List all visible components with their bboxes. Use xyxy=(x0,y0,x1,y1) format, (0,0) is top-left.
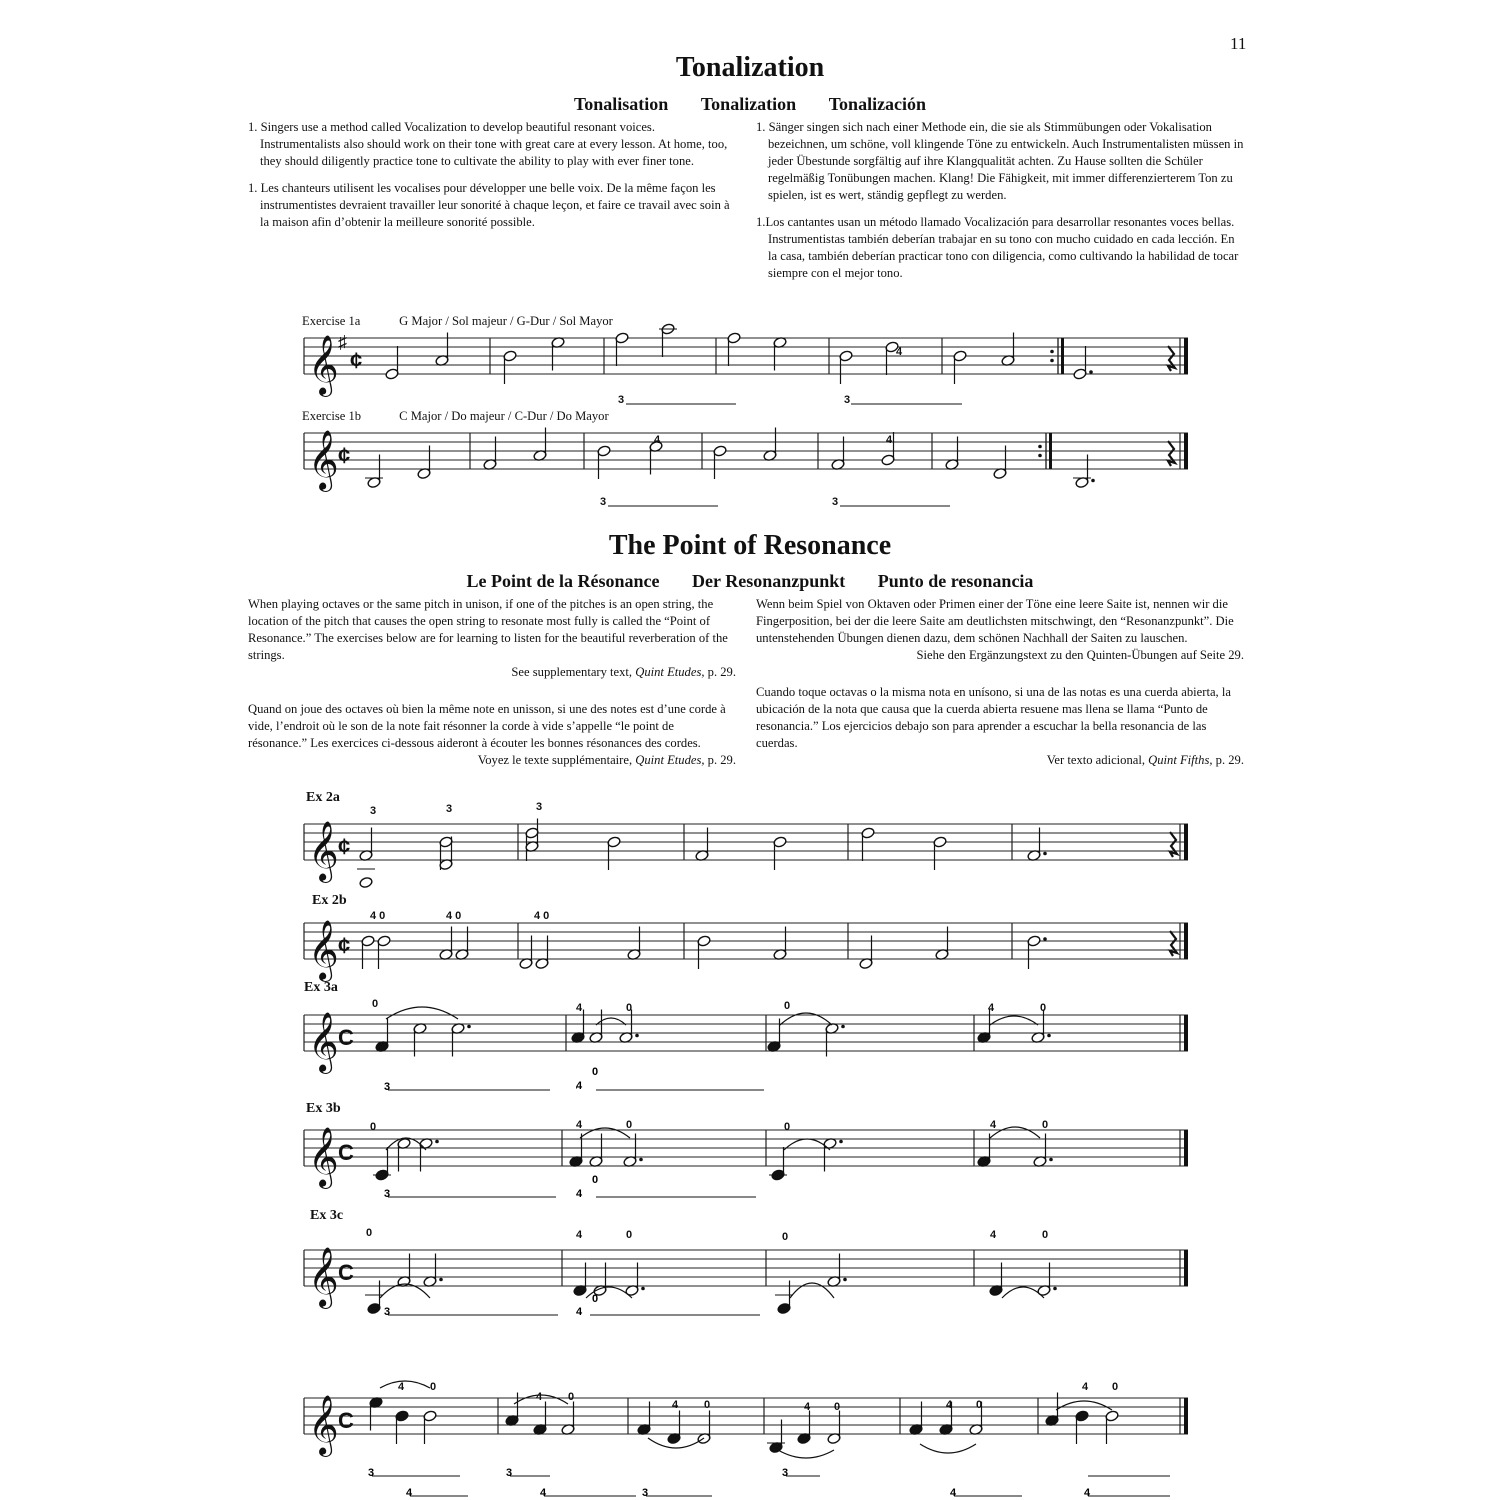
fingering-mark: 4 xyxy=(576,1002,583,1014)
fingering-mark: 0 xyxy=(626,1002,633,1014)
quarter-rest-icon xyxy=(1170,931,1177,956)
staff-ex3c xyxy=(300,1220,1200,1320)
final-bar-thick xyxy=(1184,1015,1188,1051)
fingering-mark: 0 xyxy=(704,1399,711,1411)
subtitle-fr: Tonalisation xyxy=(573,94,669,114)
fingering-mark: 3 xyxy=(844,394,851,406)
fingering-mark: 3 xyxy=(782,1467,789,1479)
fingering-mark: 3 xyxy=(368,1467,375,1479)
tonal-right-column xyxy=(756,119,1244,292)
fingering-mark: 3 xyxy=(506,1467,513,1479)
slur xyxy=(380,1381,430,1388)
tonal-left-column xyxy=(248,119,736,241)
final-bar-thick xyxy=(1184,1250,1188,1286)
fingering-mark: 4 xyxy=(654,434,661,446)
note-dot xyxy=(467,1025,471,1029)
resonance-para-de: Wenn beim Spiel von Oktaven oder Primen einer der Töne eine leere Saite ist, nennen wir die Fingerposition, bei der die leere Saite am deutlichsten mitschwingt, den “Resonanzpunkt”. Die untenstehenden Übungen dienen dazu, dem schönen Nachhall der Saiten zu lauschen. xyxy=(756,597,1234,645)
resonance-para-fr: Quand on joue des octaves où bien la même note en unisson, si une des notes est d’une corde à vide, l’endroit où le son de la note fait résonner la corde à vide s’appelle “le point de résonance.” Les exercices ci-dessous aideront à écouter les bonnes résonances des cordes. xyxy=(248,702,726,750)
fingering-mark: 3 xyxy=(600,496,607,508)
time-signature: C xyxy=(338,1025,354,1050)
time-signature: ¢ xyxy=(338,443,351,468)
resonance-subtitles xyxy=(0,571,1500,592)
repeat-dot xyxy=(1050,350,1054,354)
fingering-mark: 4 xyxy=(946,1399,953,1411)
ex2a-label: Ex 2a xyxy=(306,790,340,805)
fingering-mark: 4 0 xyxy=(446,910,462,922)
note-dot xyxy=(1053,1287,1057,1291)
fingering-mark: 4 xyxy=(540,1487,547,1499)
fingering-mark: 0 xyxy=(782,1231,789,1243)
fingering-mark: 3 xyxy=(832,496,839,508)
note-dot xyxy=(1089,370,1093,374)
fingering-mark: 0 xyxy=(366,1227,373,1239)
tonal-para-fr: 1. Les chanteurs utilisent les vocalises pour développer une belle voix. De la même façon les instrumentistes devraient travailler leur sonorité à chaque leçon, et faire ce travail avec soin à la maison afin d’obtenir la meilleure sonorité possible. xyxy=(248,181,730,229)
fingering-mark: 3 xyxy=(384,1081,391,1093)
note-dot xyxy=(1091,479,1095,483)
fingering-mark: 4 xyxy=(576,1080,583,1092)
fingering-mark: 3 xyxy=(384,1306,391,1318)
ref-fr-title: Quint Etudes, xyxy=(635,753,705,767)
fingering-mark: 0 xyxy=(784,1000,791,1012)
time-signature: C xyxy=(338,1260,354,1285)
fingering-mark: 0 xyxy=(626,1229,633,1241)
fingering-mark: 0 xyxy=(568,1391,575,1403)
fingering-mark: 3 xyxy=(384,1188,391,1200)
treble-clef-icon: 𝄞 xyxy=(308,1013,339,1071)
note-dot xyxy=(1043,852,1047,856)
fingering-mark: 0 xyxy=(1040,1002,1047,1014)
resonance-ref-de: Siehe den Ergänzungstext zu den Quinten-Übungen auf Seite 29. xyxy=(916,648,1244,662)
slur xyxy=(386,1007,458,1019)
fingering-mark: 4 xyxy=(886,434,893,446)
subtitle-en: Tonalization xyxy=(700,94,797,114)
treble-clef-icon: 𝄞 xyxy=(308,1396,339,1454)
fingering-mark: 4 xyxy=(990,1229,997,1241)
treble-clef-icon: 𝄞 xyxy=(308,1248,339,1306)
resonance-ref-en xyxy=(248,664,736,681)
quarter-rest-icon xyxy=(1168,441,1175,466)
fingering-mark: 4 xyxy=(988,1002,995,1014)
treble-clef-icon: 𝄞 xyxy=(308,1128,339,1186)
fingering-mark: 0 xyxy=(834,1401,841,1413)
fingering-mark: 4 xyxy=(950,1487,957,1499)
tonal-para-en: 1. Singers use a method called Vocalization to develop beautiful resonant voices. Instrumentalists also should work on their tone with great care at every lesson. At home, too, they should diligently practice tone to cultivate the ability to play with ever finer tone. xyxy=(248,120,728,168)
fingering-mark: 0 xyxy=(370,1121,377,1133)
fingering-mark: 0 xyxy=(1042,1229,1049,1241)
resonance-ref-es xyxy=(756,752,1244,769)
final-bar-thick xyxy=(1184,433,1188,469)
tonalization-subtitles xyxy=(0,94,1500,115)
exercise-1a-key: G Major / Sol majeur / G-Dur / Sol Mayor xyxy=(399,314,613,328)
fingering-mark: 0 xyxy=(784,1121,791,1133)
slur xyxy=(920,1444,976,1453)
fingering-mark: 0 xyxy=(372,998,379,1010)
fingering-mark: 4 0 xyxy=(370,910,386,922)
fingering-mark: 0 xyxy=(592,1066,599,1078)
repeat-bar-thick xyxy=(1049,433,1052,469)
ref-fr-text: Voyez le texte supplémentaire, xyxy=(477,753,636,767)
fingering-mark: 4 xyxy=(990,1119,997,1131)
repeat-bar-thick xyxy=(1061,338,1064,374)
staff-ex3a xyxy=(300,995,1200,1100)
fingering-mark: 0 xyxy=(626,1119,633,1131)
tonal-para-de: 1. Sänger singen sich nach einer Methode ein, die sie als Stimmübungen oder Vokalisation bezeichnen, um schöne, voll klingende Töne zu entwickeln. Auch Instrumentalisten müssen in jeder Übestunde sorgfältig auf ihre Klangqualität achten. Zu Hause sollten die Schüler regelmäßig Tonübungen machen. Klang! Die Fähigkeit, mit immer differenzierterem Ton zu spielen, ist es wert, ständig gepflegt zu werden. xyxy=(756,120,1244,202)
final-bar-thick xyxy=(1184,923,1188,959)
note-dot xyxy=(639,1158,643,1162)
fingering-mark: 4 xyxy=(576,1306,583,1318)
fingering-mark: 4 xyxy=(398,1381,405,1393)
exercise-1b-key: C Major / Do majeur / C-Dur / Do Mayor xyxy=(399,409,609,423)
note-dot xyxy=(641,1287,645,1291)
ex2b-label: Ex 2b xyxy=(312,893,347,908)
exercise-1b-title xyxy=(302,409,902,424)
time-signature: ¢ xyxy=(350,348,363,373)
note-dot xyxy=(1043,937,1047,941)
treble-clef-icon: 𝄞 xyxy=(308,921,339,979)
note-dot xyxy=(843,1278,847,1282)
fingering-mark: 4 xyxy=(536,1391,543,1403)
repeat-dot xyxy=(1050,359,1054,363)
treble-clef-icon: 𝄞 xyxy=(308,336,339,394)
quarter-rest-icon xyxy=(1168,346,1175,371)
treble-clef-icon: 𝄞 xyxy=(308,431,339,489)
final-bar-thick xyxy=(1184,1130,1188,1166)
subtitle-es: Tonalización xyxy=(828,94,927,114)
note-dot xyxy=(1049,1158,1053,1162)
fingering-mark: 3 xyxy=(536,801,543,813)
tonalization-title: Tonalization xyxy=(675,52,825,83)
ref-fr-page: p. 29. xyxy=(704,753,736,767)
slur xyxy=(790,1283,834,1298)
treble-clef-icon: 𝄞 xyxy=(308,822,339,880)
fingering-mark: 0 xyxy=(976,1399,983,1411)
note-dot xyxy=(635,1034,639,1038)
resonance-para-es: Cuando toque octavas o la misma nota en unísono, si una de las notas es una cuerda abierta, la ubicación de la nota que causa que la cuerda abierta resuene mas llena se llama “Punto de resonancia.” Los ejercicios debajo son para aprender a escuchar la bella resonancia de las cuerdas. xyxy=(756,685,1231,750)
page-number: 11 xyxy=(1230,34,1247,53)
note-head xyxy=(359,876,373,888)
resonance-right-column xyxy=(756,596,1244,769)
fingering-mark: 4 xyxy=(1082,1381,1089,1393)
ex3a-label: Ex 3a xyxy=(304,980,338,995)
staff-ex1b xyxy=(300,425,1200,535)
note-dot xyxy=(1047,1034,1051,1038)
final-bar-thick xyxy=(1184,824,1188,860)
note-dot xyxy=(839,1140,843,1144)
resonance-title: The Point of Resonance xyxy=(608,530,892,561)
repeat-dot xyxy=(1038,445,1042,449)
resonance-ref-fr xyxy=(248,752,736,769)
quarter-rest-icon xyxy=(1170,832,1177,857)
staff-final xyxy=(300,1380,1200,1499)
time-signature: C xyxy=(338,1408,354,1433)
ref-es-page: p. 29. xyxy=(1212,753,1244,767)
note-dot xyxy=(439,1278,443,1282)
time-signature: ¢ xyxy=(338,834,351,859)
ref-en-page: , p. 29. xyxy=(701,665,736,679)
staff-ex2a xyxy=(300,800,1200,900)
final-bar-thick xyxy=(1184,338,1188,374)
time-signature: C xyxy=(338,1140,354,1165)
fingering-mark: 4 xyxy=(576,1119,583,1131)
resonance-para-en: When playing octaves or the same pitch in unison, if one of the pitches is an open string, the location of the pitch that causes the open string to resonate most fully is called the “Point of Resonance.” The exercises below are for learning to listen for the beautiful reverberation of the strings. xyxy=(248,597,728,662)
exercise-1a-label: Exercise 1a xyxy=(302,314,361,328)
fingering-mark: 4 0 xyxy=(534,910,550,922)
resonance-subtitle-es: Punto de resonancia xyxy=(877,571,1034,591)
slur xyxy=(1056,1401,1112,1410)
exercise-1a-title xyxy=(302,314,902,329)
fingering-mark: 4 xyxy=(672,1399,679,1411)
fingering-mark: 0 xyxy=(592,1174,599,1186)
ref-en-text: See supplementary text, xyxy=(511,665,636,679)
fingering-mark: 4 xyxy=(576,1188,583,1200)
fingering-mark: 4 xyxy=(1084,1487,1091,1499)
fingering-mark: 3 xyxy=(642,1487,649,1499)
note-dot xyxy=(841,1025,845,1029)
fingering-mark: 4 xyxy=(576,1229,583,1241)
staff-ex3b xyxy=(300,1108,1200,1208)
resonance-subtitle-de: Der Resonanzpunkt xyxy=(692,571,846,591)
ex3c-label: Ex 3c xyxy=(310,1208,344,1223)
fingering-mark: 0 xyxy=(430,1381,437,1393)
fingering-mark: 3 xyxy=(446,803,453,815)
staff-ex2b xyxy=(300,903,1200,993)
fingering-mark: 0 xyxy=(592,1293,599,1305)
ref-es-text: Ver texto adicional, xyxy=(1046,753,1149,767)
ref-en-title: Quint Etudes xyxy=(635,665,702,679)
sharp-icon: ♯ xyxy=(338,332,347,352)
fingering-mark: 4 xyxy=(406,1487,413,1499)
fingering-mark: 3 xyxy=(618,394,625,406)
final-bar-thick xyxy=(1184,1398,1188,1434)
tonal-para-es: 1.Los cantantes usan un método llamado Vocalización para desarrollar resonantes voces bellas. Instrumentistas también deberían trabajar en su tono con mucho cuidado en cada lección. En la casa, también deberían practicar tono con diligencia, como cultivando la habilidad de tocar siempre con el mejor tono. xyxy=(756,215,1239,280)
time-signature: ¢ xyxy=(338,933,351,958)
fingering-mark: 4 xyxy=(804,1401,811,1413)
fingering-mark: 4 xyxy=(896,346,903,358)
fingering-mark: 3 xyxy=(370,805,377,817)
resonance-left-column xyxy=(248,596,736,769)
resonance-subtitle-fr: Le Point de la Résonance xyxy=(466,571,660,591)
slur xyxy=(990,1127,1040,1138)
ex3b-label: Ex 3b xyxy=(306,1101,341,1116)
exercise-1b-label: Exercise 1b xyxy=(302,409,362,423)
slur xyxy=(1002,1287,1044,1298)
repeat-dot xyxy=(1038,454,1042,458)
fingering-mark: 0 xyxy=(1042,1119,1049,1131)
note-dot xyxy=(435,1140,439,1144)
slur xyxy=(778,1450,834,1458)
fingering-mark: 0 xyxy=(1112,1381,1119,1393)
ref-es-title: Quint Fifths, xyxy=(1148,753,1213,767)
